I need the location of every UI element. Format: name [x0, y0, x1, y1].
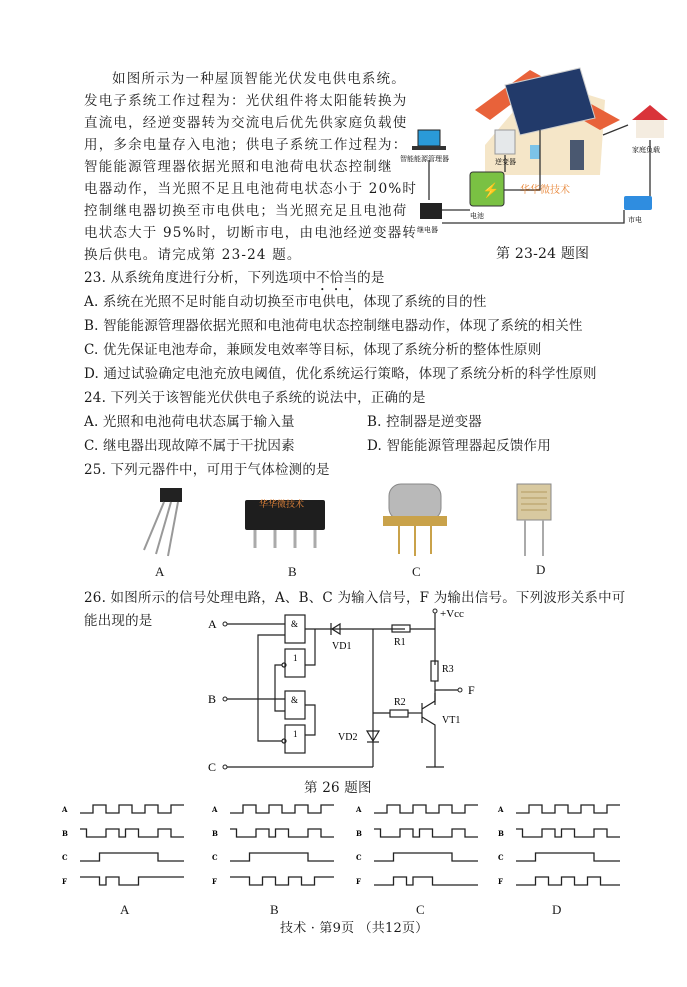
q25-stem: 25. 下列元器件中，可用于气体检测的是 [84, 462, 330, 478]
waveform-b [80, 829, 184, 837]
wave-signal-label: F [62, 877, 67, 886]
relay-label: 继电器 [417, 226, 438, 234]
wave-signal-label: C [356, 853, 362, 862]
waveform-c [516, 853, 620, 861]
home-load-label: 家庭负载 [632, 146, 660, 154]
waveform-c [80, 853, 184, 861]
q23-option-b[interactable]: B. 智能能源管理器依据光照和电池荷电状态控制继电器动作，体现了系统的相关性 [84, 318, 583, 334]
vd1-label: VD1 [332, 641, 352, 652]
q23-option-c[interactable]: C. 优先保证电池寿命，兼顾发电效率等目标，体现了系统分析的整体性原则 [84, 342, 542, 358]
signal-circuit-diagram [200, 605, 500, 775]
wave-option-d-label[interactable]: D [552, 902, 562, 917]
waveform-f [80, 877, 184, 885]
q25-label-d[interactable]: D [536, 562, 546, 577]
waveform-f [516, 877, 620, 885]
input-b-label: B [208, 692, 217, 706]
svg-text:⚡: ⚡ [482, 183, 500, 199]
q24-option-a[interactable]: A. 光照和电池荷电状态属于输入量 [84, 414, 295, 430]
q24-option-c[interactable]: C. 继电器出现故障不属于干扰因素 [84, 438, 295, 454]
waveform-b [374, 829, 478, 837]
manager-label: 智能能源管理器 [400, 155, 449, 163]
waveform-options [0, 795, 687, 915]
intro-line: 用，多余电量存入电池；供电子系统工作过程为： [84, 137, 408, 153]
wave-signal-label: B [498, 829, 504, 838]
wave-signal-label: A [498, 805, 504, 814]
r1-label: R1 [394, 637, 406, 648]
waveform-c [230, 853, 334, 861]
vt1-label: VT1 [442, 715, 461, 726]
battery-label: 电池 [470, 212, 484, 220]
q26-stem-line1: 26. 如图所示的信号处理电路，A、B、C 为输入信号，F 为输出信号。下列波形关系中可 [84, 590, 626, 606]
intro-line: 电器动作，当光照不足且电池荷电状态小于 20%时 [84, 181, 418, 197]
wave-signal-label: A [212, 805, 218, 814]
waveform-f [374, 877, 478, 885]
wave-signal-label: A [62, 805, 68, 814]
figure-caption-23-24: 第 23-24 题图 [496, 246, 590, 262]
humidity-sensor-image [505, 478, 565, 563]
battery-icon [470, 172, 504, 206]
q26-stem-line2: 能出现的是 [84, 613, 153, 629]
ic-chip-image [235, 485, 335, 555]
r2-label: R2 [394, 697, 406, 708]
intro-line: 发电子系统工作过程为：光伏组件将太阳能转换为 [84, 93, 408, 109]
q23-stem: 23. 从系统角度进行分析，下列选项中不恰当的是 [84, 270, 385, 286]
q24-option-b[interactable]: B. 控制器是逆变器 [367, 414, 483, 430]
intro-line: 如图所示为一种屋顶智能光伏发电供电系统。 [112, 71, 406, 87]
output-f-label: F [468, 683, 475, 697]
and-gate-2: & [291, 695, 299, 705]
and-gate-1: & [291, 619, 299, 629]
wave-option-b-label[interactable]: B [270, 902, 279, 917]
wave-signal-label: B [356, 829, 362, 838]
inverter-label: 逆变器 [495, 158, 516, 166]
r3-label: R3 [442, 664, 454, 675]
wave-signal-label: C [212, 853, 218, 862]
q25-label-b[interactable]: B [288, 564, 297, 579]
q23-option-d[interactable]: D. 通过试验确定电池充放电阈值，优化系统运行策略，体现了系统分析的科学性原则 [84, 366, 597, 382]
waveform-a [80, 805, 184, 813]
wave-option-c-label[interactable]: C [416, 902, 425, 917]
wave-signal-label: B [62, 829, 68, 838]
watermark: 华华微技术 [520, 185, 570, 196]
relay-icon [420, 203, 442, 219]
waveform-a [230, 805, 334, 813]
wave-signal-label: A [356, 805, 362, 814]
intro-line: 电状态大于 95%时，切断市电，由电池经逆变器转 [84, 225, 418, 241]
q25-label-a[interactable]: A [155, 564, 165, 579]
waveform-f [230, 877, 334, 885]
waveform-a [374, 805, 478, 813]
home-load-icon [632, 105, 668, 138]
wave-signal-label: C [62, 853, 68, 862]
intro-line: 换后供电。请完成第 23-24 题。 [84, 247, 302, 263]
wave-signal-label: F [356, 877, 361, 886]
gas-sensor-image [375, 478, 455, 563]
waveform-a [516, 805, 620, 813]
q24-stem: 24. 下列关于该智能光伏供电子系统的说法中，正确的是 [84, 390, 426, 406]
q25-label-c[interactable]: C [412, 564, 421, 579]
wave-signal-label: F [212, 877, 217, 886]
grid-socket-icon [624, 196, 652, 210]
wave-option-a-label[interactable]: A [120, 902, 130, 917]
q23-option-a[interactable]: A. 系统在光照不足时能自动切换至市电供电，体现了系统的目的性 [84, 294, 487, 310]
watermark: 华华微技术 [259, 500, 305, 510]
vcc-label: +Vcc [440, 608, 464, 620]
manager-icon [412, 130, 446, 150]
q24-option-d[interactable]: D. 智能能源管理器起反馈作用 [367, 438, 551, 454]
grid-label: 市电 [628, 216, 642, 224]
waveform-b [516, 829, 620, 837]
not-gate-1: 1 [293, 653, 298, 663]
intro-paragraph [84, 68, 418, 266]
vd2-label: VD2 [338, 732, 358, 743]
input-c-label: C [208, 760, 217, 774]
intro-line: 智能能源管理器依据光照和电池荷电状态控制继 [84, 159, 393, 175]
transistor-image [130, 478, 200, 558]
page-footer: 技术 · 第9页 （共12页） [280, 921, 429, 936]
wave-signal-label: C [498, 853, 504, 862]
wave-signal-label: F [498, 877, 503, 886]
not-gate-2: 1 [293, 729, 298, 739]
intro-line: 控制继电器切换至市电供电；当光照充足且电池荷 [84, 203, 408, 219]
figure-caption-26: 第 26 题图 [304, 780, 372, 796]
solar-system-figure [400, 60, 670, 235]
waveform-b [230, 829, 334, 837]
wave-signal-label: B [212, 829, 218, 838]
waveform-c [374, 853, 478, 861]
input-a-label: A [208, 617, 217, 631]
intro-line: 直流电，经逆变器转为交流电后优先供家庭负载使 [84, 115, 408, 131]
